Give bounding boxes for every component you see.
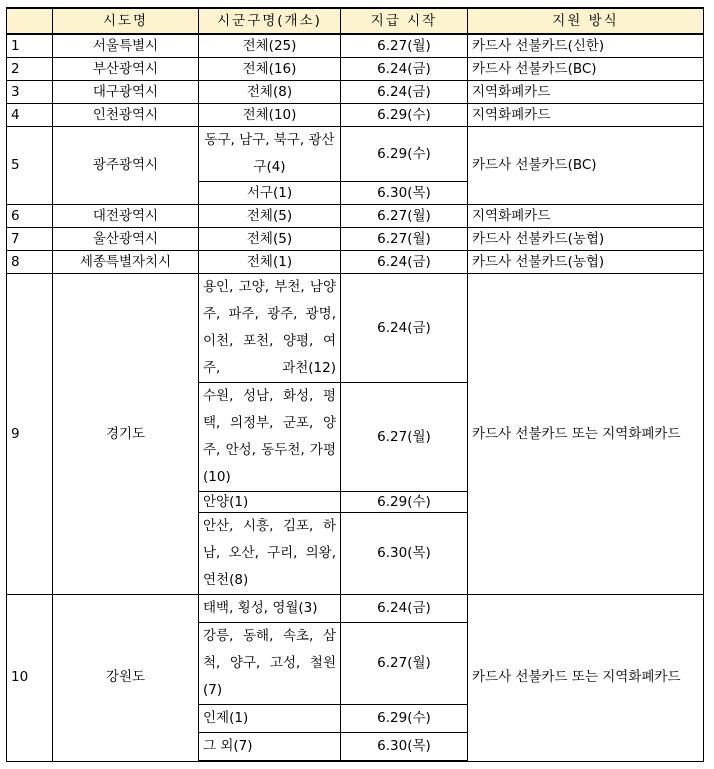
start-date: 6.29(수) [341,492,468,513]
support-method: 지역화폐카드 [468,81,704,104]
row-number: 8 [7,251,53,274]
start-date: 6.24(금) [341,274,468,383]
start-date: 6.24(금) [341,58,468,81]
start-date: 6.29(수) [341,104,468,127]
row-number: 6 [7,205,53,228]
sigungu-name: 전체(10) [199,104,341,127]
sido-name: 부산광역시 [53,58,199,81]
sido-name: 강원도 [53,595,199,762]
sido-name: 광주광역시 [53,127,199,205]
row-number: 9 [7,274,53,595]
header-method: 지원 방식 [468,8,704,34]
table-row [7,34,704,58]
table-row [7,58,704,81]
start-date: 6.24(금) [341,251,468,274]
header-no [7,8,53,34]
support-method: 카드사 선불카드(농협) [468,251,704,274]
table-row [7,81,704,104]
start-date: 6.29(수) [341,705,468,733]
support-method: 카드사 선불카드(BC) [468,127,704,205]
support-method: 카드사 선불카드 또는 지역화폐카드 [468,274,704,595]
start-date: 6.27(월) [341,383,468,492]
sido-name: 인천광역시 [53,104,199,127]
sigungu-name: 강릉, 동해, 속초, 삼척, 양구, 고성, 철원(7) [199,623,341,705]
table-row [7,127,704,182]
support-method: 카드사 선불카드(BC) [468,58,704,81]
sigungu-name: 전체(5) [199,228,341,251]
start-date: 6.27(월) [341,228,468,251]
sigungu-name: 전체(1) [199,251,341,274]
sigungu-name: 안산, 시흥, 김포, 하남, 오산, 구리, 의왕, 연천(8) [199,513,341,595]
header-sigungu: 시군구명(개소) [199,8,341,34]
sido-name: 서울특별시 [53,34,199,58]
schedule-table [6,7,704,762]
row-number: 1 [7,34,53,58]
sigungu-name: 전체(8) [199,81,341,104]
sido-name: 대구광역시 [53,81,199,104]
table-row [7,228,704,251]
start-date: 6.30(목) [341,182,468,205]
sido-name: 대전광역시 [53,205,199,228]
row-number: 4 [7,104,53,127]
start-date: 6.29(수) [341,127,468,182]
start-date: 6.27(월) [341,34,468,58]
start-date: 6.24(금) [341,595,468,623]
row-number: 5 [7,127,53,205]
sigungu-name: 전체(5) [199,205,341,228]
table-row [7,104,704,127]
sigungu-name: 안양(1) [199,492,341,513]
table-row [7,205,704,228]
sigungu-name: 용인, 고양, 부천, 남양주, 파주, 광주, 광명, 이천, 포천, 양평, 여주, 과천(12) [199,274,341,383]
header-row [7,8,704,34]
sigungu-name: 전체(25) [199,34,341,58]
table-row [7,595,704,623]
support-method: 카드사 선불카드 또는 지역화폐카드 [468,595,704,762]
row-number: 10 [7,595,53,762]
start-date: 6.27(월) [341,623,468,705]
support-method: 카드사 선불카드(신한) [468,34,704,58]
sido-name: 경기도 [53,274,199,595]
sigungu-name: 서구(1) [199,182,341,205]
start-date: 6.24(금) [341,81,468,104]
table-row [7,251,704,274]
sigungu-name: 동구, 남구, 북구, 광산구(4) [199,127,341,182]
sigungu-name: 수원, 성남, 화성, 평택, 의정부, 군포, 양주, 안성, 동두천, 가평(10) [199,383,341,492]
row-number: 7 [7,228,53,251]
header-sido: 시도명 [53,8,199,34]
support-method: 지역화폐카드 [468,205,704,228]
sigungu-name: 인제(1) [199,705,341,733]
support-method: 지역화폐카드 [468,104,704,127]
sigungu-name: 태백, 횡성, 영월(3) [199,595,341,623]
row-number: 2 [7,58,53,81]
sigungu-name: 전체(16) [199,58,341,81]
row-number: 3 [7,81,53,104]
sido-name: 세종특별자치시 [53,251,199,274]
sido-name: 울산광역시 [53,228,199,251]
start-date: 6.30(목) [341,513,468,595]
start-date: 6.27(월) [341,205,468,228]
support-method: 카드사 선불카드(농협) [468,228,704,251]
header-date: 지급 시작 [341,8,468,34]
sigungu-name: 그 외(7) [199,733,341,762]
table-row [7,274,704,383]
start-date: 6.30(목) [341,733,468,762]
